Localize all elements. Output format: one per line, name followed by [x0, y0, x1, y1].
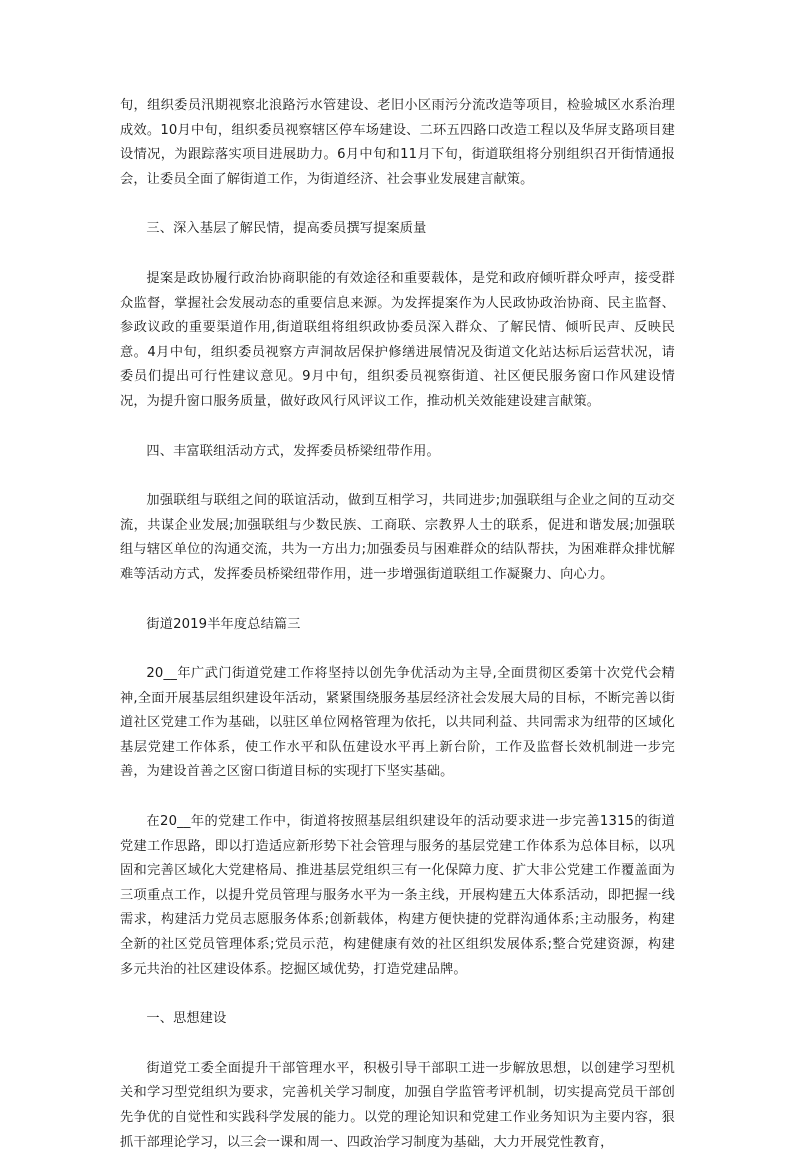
article-title: 街道2019半年度总结篇三	[146, 616, 301, 632]
paragraph: 在20__年的党建工作中，街道将按照基层组织建设年的活动要求进一步完善1315的街道党建工作思路，即以打造适应新形势下社会管理与服务的基层党建工作体系为总体目标，以巩固和完善区域化大党建格局、推进基层党组织三有一化保障力度、扩大非公党建工作覆盖面为三项重点工作，以提升党员管理与服务水平为一条主线，开展构建五大体系活动，即把握一线需求，构建活力党员志愿服务体系;创新载体，构建方便快捷的党群沟通体系;主动服务，构建全新的社区党员管理体系;党员示范，构建健康有效的社区组织发展体系;整合党建资源，构建多元共治的社区建设体系。挖掘区域优势，打造党建品牌。	[120, 814, 675, 977]
paragraph-gap	[120, 1032, 675, 1057]
paragraph-gap	[120, 637, 675, 662]
paragraph: 提案是政协履行政治协商职能的有效途径和重要载体，是党和政府倾听群众呼声，接受群众监督，掌握社会发展动态的重要信息来源。为发挥提案作为人民政协政治协商、民主监督、参政议政的重要渠道作用,街道联组将组织政协委员深入群众、了解民情、倾听民声、反映民意。4月中旬，组织委员视察方声洞故居保护修缮进展情况及街道文化站达标后运营状况，请委员们提出可行性建议意见。9月中旬，组织委员视察街道、社区便民服务窗口作风建设情况，为提升窗口服务质量，做好政风行风评议工作，推动机关效能建设建言献策。	[120, 270, 675, 409]
paragraph-gap	[120, 588, 675, 613]
paragraph-gap	[120, 464, 675, 489]
paragraph: 街道党工委全面提升干部管理水平，积极引导干部职工进一步解放思想，以创建学习型机关和学习型党组织为要求，完善机关学习制度，加强自学监管考评机制，切实提高党员干部创先争优的自觉性和实践科学发展的能力。以党的理论知识和党建工作业务知识为主要内容，狠抓干部理论学习，以三会一课和周一、四政治学习制度为基础，大力开展党性教育，	[120, 1060, 675, 1150]
paragraph: 旬，组织委员汛期视察北浪路污水管建设、老旧小区雨污分流改造等项目，检验城区水系治理成效。10月中旬，组织委员视察辖区停车场建设、二环五四路口改造工程以及华屏支路项目建设情况，为跟踪落实项目进展助力。6月中旬和11月下旬，街道联组将分别组织召开街情通报会，让委员全面了解街道工作，为街道经济、社会事业发展建言献策。	[120, 98, 675, 187]
section-heading: 四、丰富联组活动方式，发挥委员桥梁纽带作用。	[146, 443, 440, 459]
paragraph-gap	[120, 785, 675, 810]
section-heading: 一、思想建设	[146, 1011, 227, 1027]
paragraph-gap	[120, 192, 675, 217]
paragraph-gap	[120, 415, 675, 440]
paragraph: 20__年广武门街道党建工作将坚持以创先争优活动为主导,全面贯彻区委第十次党代会精神,全面开展基层组织建设年活动，紧紧围绕服务基层经济社会发展大局的目标，不断完善以街道社区党建工作为基础，以驻区单位网格管理为依托，以共同利益、共同需求为纽带的区域化基层党建工作体系，使工作水平和队伍建设水平再上新台阶，工作及监督长效机制进一步完善，为建设首善之区窗口街道目标的实现打下坚实基础。	[120, 666, 675, 780]
document-page	[120, 94, 675, 1155]
paragraph-gap	[120, 242, 675, 267]
paragraph-gap	[120, 982, 675, 1007]
paragraph: 加强联组与联组之间的联谊活动，做到互相学习，共同进步;加强联组与企业之间的互动交流，共谋企业发展;加强联组与少数民族、工商联、宗教界人士的联系，促进和谐发展;加强联组与辖区单位的沟通交流，共为一方出力;加强委员与困难群众的结队帮扶，为困难群众排忧解难等活动方式，发挥委员桥梁纽带作用，进一步增强街道联组工作凝聚力、向心力。	[120, 493, 675, 582]
section-heading: 三、深入基层了解民情，提高委员撰写提案质量	[146, 221, 427, 237]
